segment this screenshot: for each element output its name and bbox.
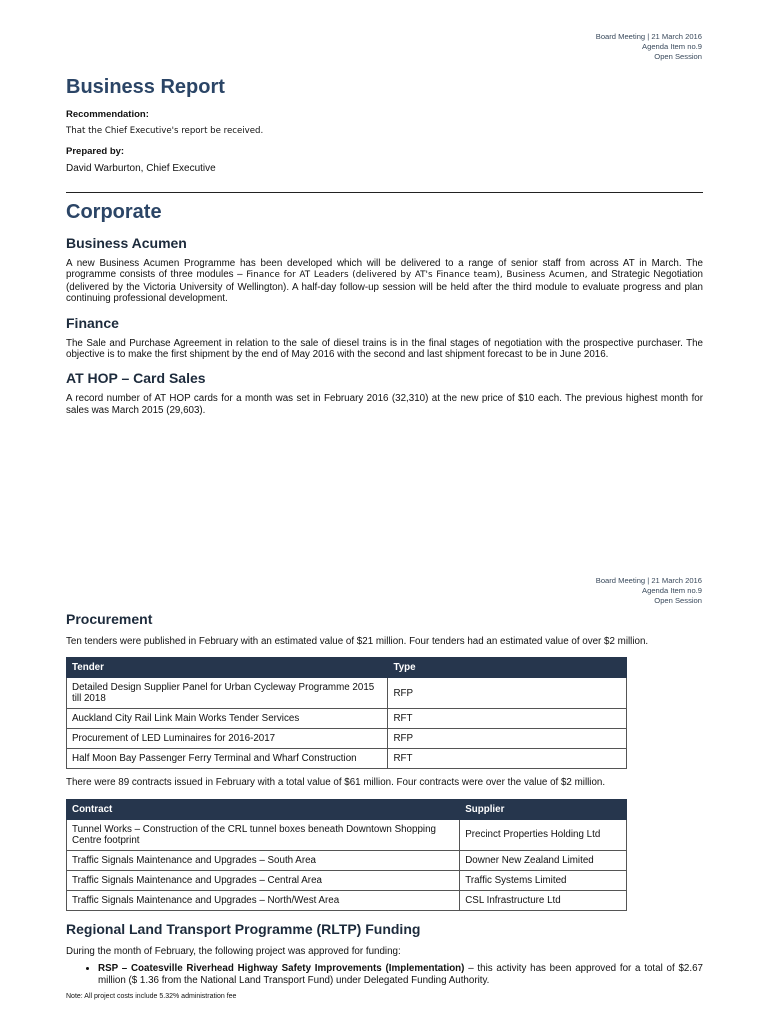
business-acumen-text-c: and Strategic Negotiation (delivered by the Victoria University of Wellington). A half-day follow-up session will be held after the third module to evaluate progress and plan continuing professional development. [66, 269, 703, 305]
finance-heading: Finance [66, 314, 119, 331]
table-cell: RFP [388, 678, 627, 709]
contract-table [66, 799, 627, 911]
business-acumen-section [66, 234, 703, 305]
list-item [98, 963, 703, 986]
table-cell: Downer New Zealand Limited [460, 850, 627, 870]
page-header [596, 32, 702, 62]
prepared-by-text: David Warburton, Chief Executive [66, 163, 216, 174]
table-row [67, 819, 627, 850]
header-meeting: Board Meeting | 21 March 2016 [595, 32, 702, 41]
business-acumen-text-a: A new Business Acumen Programme has been developed which will be delivered to a range of senior staff from across AT in March. The programme consists of three modules – [66, 258, 703, 281]
table-header-cell: Contract [67, 799, 460, 819]
recommendation-text: That the Chief Executive's report be received. [66, 126, 264, 136]
table-cell: Traffic Signals Maintenance and Upgrades – South Area [67, 850, 460, 870]
report-top [66, 74, 703, 416]
table-row [67, 850, 627, 870]
table-cell: Traffic Systems Limited [460, 870, 627, 890]
table-cell: RFP [388, 729, 627, 749]
table-row [67, 729, 627, 749]
table-cell: Procurement of LED Luminaires for 2016-2017 [67, 729, 388, 749]
table-row [67, 678, 627, 709]
table-cell: Auckland City Rail Link Main Works Tender Services [67, 709, 388, 729]
table-header-cell: Tender [67, 658, 388, 678]
header-meeting: Board Meeting | 21 March 2016 [595, 576, 702, 585]
at-hop-section [66, 369, 703, 416]
table-row [67, 749, 627, 769]
rltp-section [66, 920, 703, 1001]
table-cell: Detailed Design Supplier Panel for Urban Cycleway Programme 2015 till 2018 [67, 678, 388, 709]
table-cell: RFT [388, 709, 627, 729]
page-header-2 [596, 576, 702, 606]
header-session: Open Session [654, 52, 702, 61]
rltp-project-name: RSP – Coatesville Riverhead Highway Safety Improvements (Implementation) [98, 963, 465, 975]
table-cell: RFT [388, 749, 627, 769]
at-hop-text: A record number of AT HOP cards for a month was set in February 2016 (32,310) at the new price of $10 each. The previous highest month for sales was March 2015 (29,603). [66, 393, 703, 416]
table-header-row [67, 799, 627, 819]
table-cell: Traffic Signals Maintenance and Upgrades – North/West Area [67, 890, 460, 910]
table-header-cell: Supplier [460, 799, 627, 819]
tender-table [66, 657, 627, 769]
report-title: Business Report [66, 76, 225, 98]
table-cell: Traffic Signals Maintenance and Upgrades – Central Area [67, 870, 460, 890]
table-cell: Tunnel Works – Construction of the CRL tunnel boxes beneath Downtown Shopping Centre footprint [67, 819, 460, 850]
report-bottom [66, 610, 703, 1001]
table-row [67, 709, 627, 729]
section-divider [66, 192, 703, 193]
procurement-intro: Ten tenders were published in February with an estimated value of $21 million. Four tenders had an estimated value of over $2 million. [66, 636, 649, 647]
cost-note: Note: All project costs include 5.32% administration fee [66, 993, 237, 1001]
rltp-intro: During the month of February, the following project was approved for funding: [66, 945, 401, 957]
table-cell: Precinct Properties Holding Ltd [460, 819, 627, 850]
rltp-project-text: – this activity has been approved for a total of $2.67 million ($ 1.36 from the National Land Transport Fund) under Delegated Funding Authority. [98, 963, 703, 986]
recommendation-label: Recommendation: [66, 109, 149, 120]
table-header-cell: Type [388, 658, 627, 678]
table-row [67, 890, 627, 910]
business-acumen-heading: Business Acumen [66, 235, 187, 251]
rltp-list [66, 963, 703, 986]
business-acumen-text [66, 258, 703, 305]
table-header-row [67, 658, 627, 678]
table-row [67, 870, 627, 890]
contracts-intro: There were 89 contracts issued in February with a total value of $61 million. Four contracts were over the value of $2 million. [66, 777, 606, 789]
procurement-heading: Procurement [66, 611, 153, 627]
at-hop-heading: AT HOP – Card Sales [66, 370, 206, 387]
finance-section [66, 314, 703, 361]
corporate-heading: Corporate [66, 201, 162, 223]
finance-text: The Sale and Purchase Agreement in relation to the sale of diesel trains is in the final stages of negotiation with the prospective purchaser. The objective is to make the first shipment by the end of May 2016 with the second and last shipment forecast to be in June 2016. [66, 337, 703, 361]
rltp-heading: Regional Land Transport Programme (RLTP) Funding [66, 920, 421, 937]
table-cell: CSL Infrastructure Ltd [460, 890, 627, 910]
header-session: Open Session [654, 596, 702, 605]
business-acumen-modules: Finance for AT Leaders (delivered by AT's Finance team), Business Acumen, [246, 270, 588, 281]
prepared-by-label: Prepared by: [66, 146, 125, 157]
table-cell: Half Moon Bay Passenger Ferry Terminal and Wharf Construction [67, 749, 388, 769]
header-agenda-item: Agenda Item no.9 [642, 586, 702, 595]
header-agenda-item: Agenda Item no.9 [642, 42, 702, 51]
